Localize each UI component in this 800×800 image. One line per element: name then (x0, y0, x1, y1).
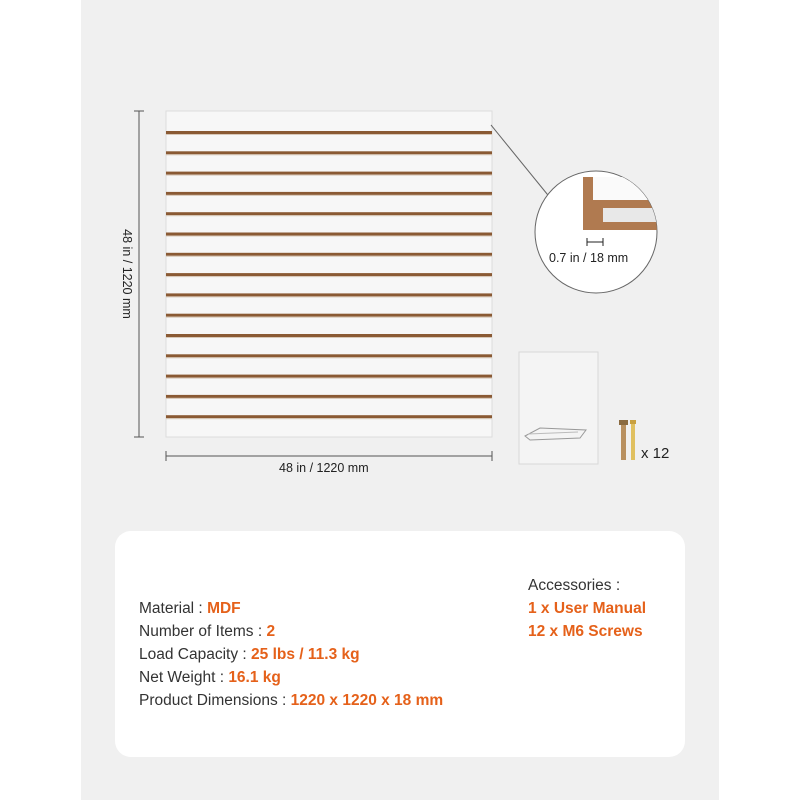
zoom-connector-line (491, 125, 556, 205)
spec-load-capacity (139, 646, 360, 664)
panel-slot (166, 212, 492, 215)
panel-slots (166, 131, 492, 419)
spec-value: 16.1 kg (228, 669, 281, 686)
panel-slot (166, 334, 492, 337)
panel-slot (166, 273, 492, 276)
accessory-m6-screws: 12 x M6 Screws (528, 623, 643, 640)
spec-value: 1220 x 1220 x 18 mm (290, 692, 444, 709)
height-dimension-line (134, 111, 144, 437)
panel-slot-shadow (166, 175, 492, 176)
panel-slot (166, 314, 492, 317)
panel-slot-shadow (166, 276, 492, 277)
spec-value: 25 lbs / 11.3 kg (251, 646, 360, 663)
specifications-panel (115, 531, 685, 757)
width-dimension-label: 48 in / 1220 mm (279, 461, 369, 475)
panel-slot (166, 415, 492, 418)
spec-value: MDF (207, 600, 241, 617)
panel-slot (166, 192, 492, 195)
spec-material (139, 600, 241, 618)
panel-slot (166, 233, 492, 236)
panel-slot (166, 293, 492, 296)
spec-label: Material : (139, 600, 208, 617)
accessory-user-manual: 1 x User Manual (528, 600, 647, 617)
panel-slot (166, 151, 492, 154)
panel-slot-shadow (166, 296, 492, 297)
spec-label: Net Weight : (139, 669, 229, 686)
panel-slot-shadow (166, 256, 492, 257)
panel-slot (166, 375, 492, 378)
panel-slot-shadow (166, 154, 492, 155)
spec-net-weight (139, 669, 281, 687)
panel-slot-shadow (166, 195, 492, 196)
slatwall-panel (166, 111, 492, 437)
panel-slot-shadow (166, 337, 492, 338)
panel-slot-shadow (166, 357, 492, 358)
spec-number-of-items (139, 623, 275, 641)
spec-label: Load Capacity : (139, 646, 252, 663)
spec-label: Product Dimensions : (139, 692, 291, 709)
panel-slot (166, 131, 492, 134)
panel-slot-shadow (166, 418, 492, 419)
spec-label: Number of Items : (139, 623, 267, 640)
panel-slot-shadow (166, 134, 492, 135)
panel-slot-shadow (166, 378, 492, 379)
edge-detail-zoom (535, 171, 663, 293)
panel-slot-shadow (166, 398, 492, 399)
spec-value: 2 (266, 623, 276, 640)
panel-slot (166, 354, 492, 357)
panel-slot-shadow (166, 236, 492, 237)
accessories-title: Accessories : (528, 577, 621, 594)
panel-slot-shadow (166, 317, 492, 318)
panel-slot-shadow (166, 215, 492, 216)
m6-screws-illustration (619, 420, 636, 460)
panel-slot (166, 253, 492, 256)
width-dimension-line (166, 451, 492, 461)
panel-slot (166, 172, 492, 175)
thickness-dimension-label: 0.7 in / 18 mm (549, 251, 629, 265)
panel-slot (166, 395, 492, 398)
spec-product-dimensions (139, 692, 443, 710)
screws-quantity: x 12 (641, 445, 670, 462)
user-manual-illustration (519, 352, 598, 464)
